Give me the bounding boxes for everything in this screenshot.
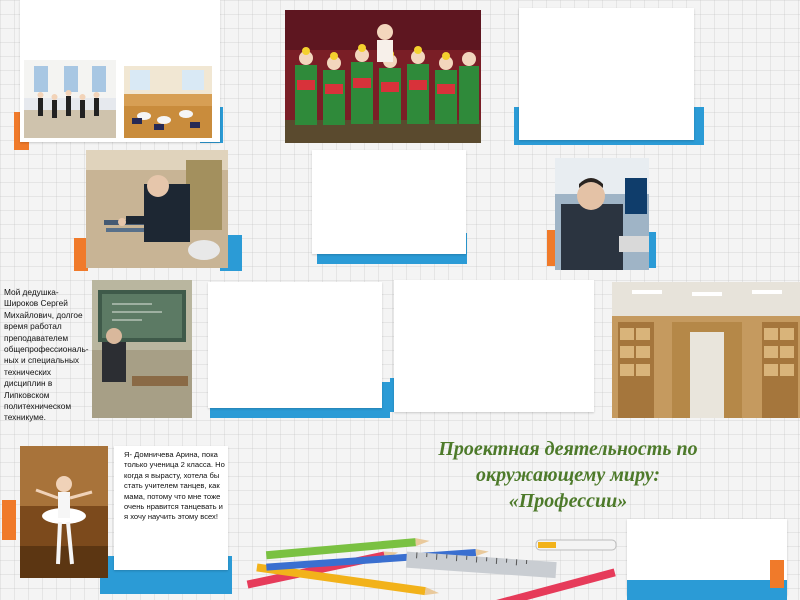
title-line-1: Проектная деятельность по — [438, 438, 698, 460]
arina-text: Я- Домничева Арина, пока только ученица 2 класса. Но когда я вырасту, хотела бы стать учителем танцев, как мама, потому что мне тоже очень нравится танцевать и я хочу научить этому всех! — [124, 450, 225, 522]
papa-at-work-photo — [86, 150, 228, 268]
blue-accent — [627, 580, 787, 600]
arina-ballerina-photo — [20, 446, 108, 578]
orange-accent — [2, 500, 16, 540]
title-line-3: «Профессии» — [508, 490, 628, 512]
warehouse-photo — [612, 282, 800, 418]
dance-class-photo-2 — [124, 66, 212, 138]
folk-dance-group-photo — [285, 10, 481, 143]
grandpa-bio-text: Мой дедушка-Широков Сергей Михайлович, долгое время работал преподавателем общепрофессиональ-ных и специальных технических дисциплин в Липковском политехническом техникуме. — [4, 287, 89, 423]
papa-panel — [312, 150, 466, 254]
choreographer-panel — [519, 8, 694, 140]
grandpa-teacher-panel — [208, 282, 382, 408]
grandpa-classroom-photo — [92, 280, 192, 418]
title-line-2: окружающему миру: — [475, 464, 661, 486]
page-title — [383, 436, 753, 514]
stationery-illustration — [226, 530, 636, 600]
dance-class-photo-1 — [24, 60, 116, 138]
grandma-panel — [394, 280, 594, 412]
orange-accent — [770, 560, 784, 588]
grandma-at-computer-photo — [555, 158, 649, 270]
